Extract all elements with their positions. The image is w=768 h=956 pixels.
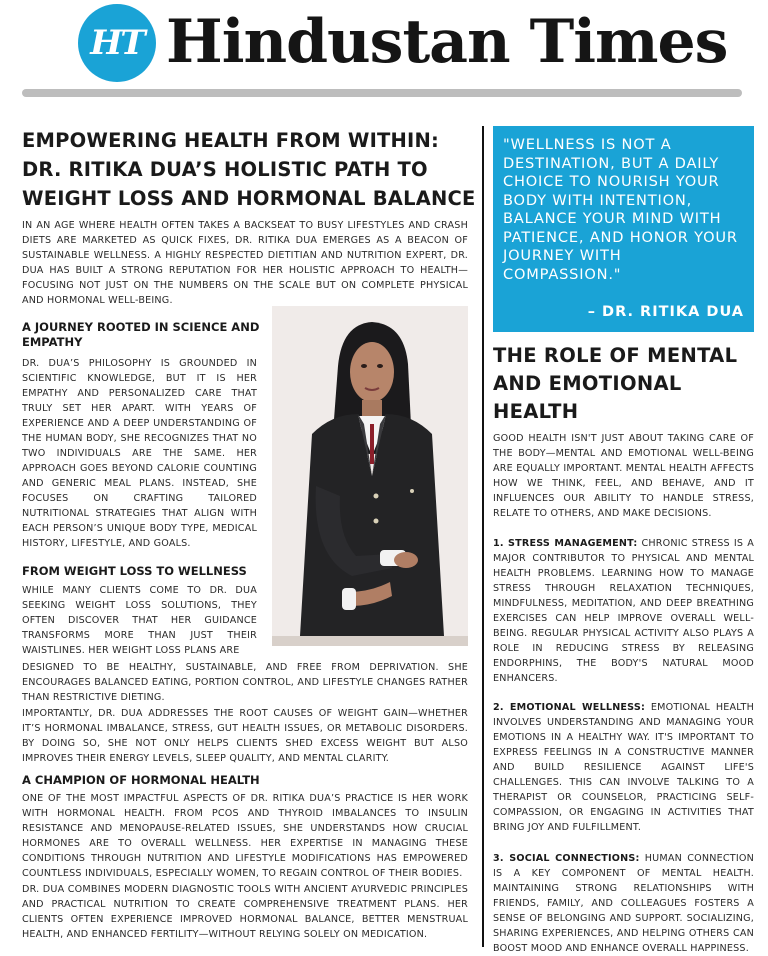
- point2-title: 2. EMOTIONAL WELLNESS:: [493, 702, 645, 713]
- ht-logo[interactable]: [78, 4, 156, 82]
- article-intro: IN AN AGE WHERE HEALTH OFTEN TAKES A BACKSEAT TO BUSY LIFESTYLES AND CRASH DIETS ARE MARKETED AS QUICK FIXES, DR. RITIKA DUA EMERGES AS A BEACON OF SUSTAINABLE WELLNESS. A HIGHLY RESPECTED DIETITIAN AND NUTRITION EXPERT, DR. DUA HAS BUILT A STRONG REPUTATION FOR HER HOLISTIC APPROACH TO HEALTH—FOCUSING NOT JUST ON THE NUMBERS ON THE SCALE BUT ON COMPLETE PHYSICAL AND HORMONAL WELL-BEING.: [22, 220, 468, 306]
- ht-logo-text: HT: [90, 23, 144, 63]
- article-headline: EMPOWERING HEALTH FROM WITHIN: DR. RITIKA DUA’S HOLISTIC PATH TO WEIGHT LOSS AND HORMONAL BALANCE: [22, 129, 476, 210]
- point2-body: EMOTIONAL HEALTH INVOLVES UNDERSTANDING AND MANAGING YOUR EMOTIONS IN A HEALTHY WAY. IT'S IMPORTANT TO EXPRESS FEELINGS IN A CONSTRUCTIVE MANNER AND BUILD RESILIENCE AGAINST LIFE'S CHALLENGES. THIS CAN INVOLVE TALKING TO A THERAPIST OR COUNSELOR, PRACTICING SELF-COMPASSION, OR ENGAGING IN ACTIVITIES THAT BRING JOY AND FULFILLMENT.: [493, 702, 754, 833]
- sidebar-point-2: [493, 700, 754, 835]
- section3-title: A CHAMPION OF HORMONAL HEALTH: [22, 773, 260, 787]
- sidebar-point-1: [493, 536, 754, 686]
- point3-title: 3. SOCIAL CONNECTIONS:: [493, 853, 640, 864]
- header-rule: [22, 89, 742, 97]
- sidebar-point-3: [493, 851, 754, 956]
- quote-author: – DR. RITIKA DUA: [587, 304, 744, 320]
- section2-body-b: DESIGNED TO BE HEALTHY, SUSTAINABLE, AND FREE FROM DEPRIVATION. SHE ENCOURAGES BALANCED EATING, PORTION CONTROL, AND LIFESTYLE CHANGES RATHER THAN RESTRICTIVE DIETING.: [22, 662, 468, 703]
- section2-body-a: WHILE MANY CLIENTS COME TO DR. DUA SEEKING WEIGHT LOSS SOLUTIONS, THEY OFTEN DISCOVER THAT HER GUIDANCE TRANSFORMS MORE THAN JUST THEIR WAISTLINES. HER WEIGHT LOSS PLANS ARE: [22, 585, 257, 656]
- point1-body: CHRONIC STRESS IS A MAJOR CONTRIBUTOR TO PHYSICAL AND MENTAL HEALTH PROBLEMS. LEARNING HOW TO MANAGE STRESS THROUGH RELAXATION TECHNIQUES, MINDFULNESS, MEDITATION, AND DEEP BREATHING EXERCISES CAN HELP IMPROVE OVERALL WELL-BEING. REGULAR PHYSICAL ACTIVITY ALSO PLAYS A ROLE IN REDUCING STRESS BY RELEASING ENDORPHINS, THE BODY'S NATURAL MOOD ENHANCERS.: [493, 538, 754, 684]
- quote-text: "WELLNESS IS NOT A DESTINATION, BUT A DAILY CHOICE TO NOURISH YOUR BODY WITH INTENTION, BALANCE YOUR MIND WITH PATIENCE, AND HONOR YOUR JOURNEY WITH COMPASSION.": [503, 136, 738, 283]
- point3-body: HUMAN CONNECTION IS A KEY COMPONENT OF MENTAL HEALTH. MAINTAINING STRONG RELATIONSHIPS WITH FRIENDS, FAMILY, AND COLLEAGUES FOSTERS A SENSE OF BELONGING AND SUPPORT. SOCIALIZING, SHARING EXPERIENCES, AND HELPING OTHERS CAN BOOST MOOD AND ENHANCE OVERALL HAPPINESS.: [493, 853, 754, 954]
- sidebar-intro: GOOD HEALTH ISN'T JUST ABOUT TAKING CARE OF THE BODY—MENTAL AND EMOTIONAL WELL-BEING ARE EQUALLY IMPORTANT. MENTAL HEALTH AFFECTS HOW WE THINK, FEEL, AND BEHAVE, AND IT INFLUENCES OUR ABILITY TO HANDLE STRESS, RELATE TO OTHERS, AND MAKE DECISIONS.: [493, 433, 754, 519]
- section1-title: A JOURNEY ROOTED IN SCIENCE AND EMPATHY: [22, 320, 260, 349]
- sidebar-headline: THE ROLE OF MENTAL AND EMOTIONAL HEALTH: [493, 344, 738, 423]
- point1-title: 1. STRESS MANAGEMENT:: [493, 538, 638, 549]
- portrait-photo: [272, 306, 468, 646]
- section2-body-c: IMPORTANTLY, DR. DUA ADDRESSES THE ROOT CAUSES OF WEIGHT GAIN—WHETHER IT’S HORMONAL IMBALANCE, STRESS, GUT HEALTH ISSUES, OR METABOLIC DISORDERS. BY DOING SO, SHE NOT ONLY HELPS CLIENTS SHED EXCESS WEIGHT BUT ALSO IMPROVES THEIR ENERGY LEVELS, SLEEP QUALITY, AND MENTAL CLARITY.: [22, 708, 468, 764]
- section1-body: DR. DUA’S PHILOSOPHY IS GROUNDED IN SCIENTIFIC KNOWLEDGE, BUT IT IS HER EMPATHY AND PERSONALIZED CARE THAT TRULY SET HER APART. WITH YEARS OF EXPERIENCE AND A DEEP UNDERSTANDING OF THE HUMAN BODY, SHE RECOGNIZES THAT NO TWO INDIVIDUALS ARE THE SAME. HER APPROACH GOES BEYOND CALORIE COUNTING AND GENERIC MEAL PLANS. INSTEAD, SHE FOCUSES ON CRAFTING TAILORED NUTRITIONAL STRATEGIES THAT ALIGN WITH EACH PERSON’S UNIQUE BODY TYPE, MEDICAL HISTORY, LIFESTYLE, AND GOALS.: [22, 358, 257, 549]
- quote-box: [493, 126, 754, 332]
- section2-title: FROM WEIGHT LOSS TO WELLNESS: [22, 564, 247, 578]
- column-divider: [482, 126, 484, 947]
- section3-body-b: DR. DUA COMBINES MODERN DIAGNOSTIC TOOLS WITH ANCIENT AYURVEDIC PRINCIPLES AND PRACTICAL NUTRITION TO CREATE COMPREHENSIVE TREATMENT PLANS. HER CLIENTS OFTEN EXPERIENCE IMPROVED HORMONAL BALANCE, BETTER MENSTRUAL HEALTH, AND ENHANCED FERTILITY—WITHOUT RELYING SOLELY ON MEDICATION.: [22, 884, 468, 940]
- masthead: [0, 0, 768, 86]
- brand-name[interactable]: Hindustan Times: [166, 7, 728, 77]
- portrait-illustration: [272, 306, 468, 646]
- section3-body-a: ONE OF THE MOST IMPACTFUL ASPECTS OF DR. RITIKA DUA’S PRACTICE IS HER WORK WITH HORMONAL HEALTH. FROM PCOS AND THYROID IMBALANCES TO INSULIN RESISTANCE AND MENOPAUSE-RELATED ISSUES, SHE UNDERSTANDS HOW CRUCIAL HORMONES ARE TO OVERALL WELLNESS. HER EXPERTISE IN MANAGING THESE CONDITIONS THROUGH NUTRITION AND LIFESTYLE MODIFICATIONS HAS EMPOWERED COUNTLESS INDIVIDUALS, ESPECIALLY WOMEN, TO REGAIN CONTROL OF THEIR BODIES.: [22, 793, 468, 879]
